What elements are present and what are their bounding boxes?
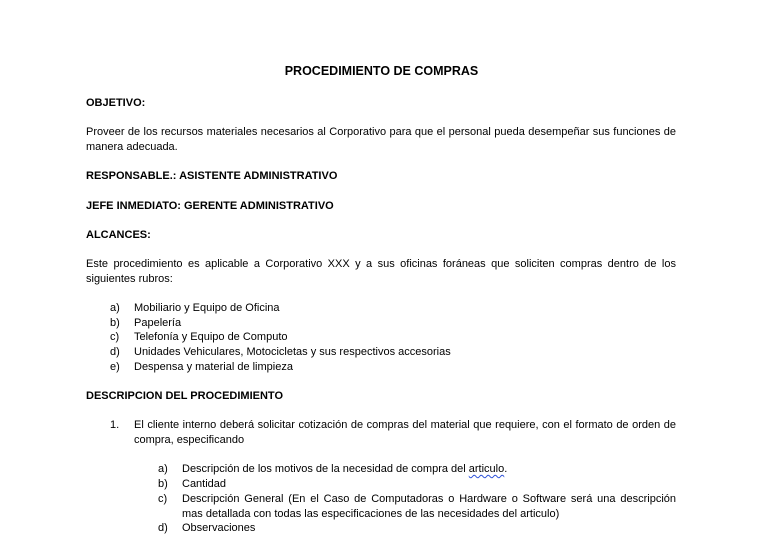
objetivo-paragraph: Proveer de los recursos materiales necesarios al Corporativo para que el personal pueda desempeñar sus funciones de manera adecuada. (86, 126, 676, 153)
list-item: Despensa y material de limpieza (134, 361, 293, 373)
list-item: Telefonía y Equipo de Computo (134, 331, 288, 343)
sublist-item-text: Descripción de los motivos de la necesidad de compra del (182, 463, 469, 475)
list-item: Unidades Vehiculares, Motocicletas y sus respectivos accesorias (134, 346, 451, 358)
sublist-marker: a) (158, 463, 168, 475)
objetivo-heading: OBJETIVO: (86, 97, 146, 109)
responsable-heading: RESPONSABLE.: ASISTENTE ADMINISTRATIVO (86, 170, 338, 182)
jefe-inmediato-heading: JEFE INMEDIATO: GERENTE ADMINISTRATIVO (86, 200, 334, 212)
sublist-item: Observaciones (182, 522, 256, 534)
list-marker: b) (110, 317, 120, 329)
alcances-heading: ALCANCES: (86, 229, 151, 241)
sublist-marker: c) (158, 493, 168, 505)
spellcheck-flagged-word[interactable]: articulo (468, 463, 505, 475)
descripcion-heading: DESCRIPCION DEL PROCEDIMIENTO (86, 390, 284, 402)
list-marker: c) (110, 331, 120, 343)
sublist-marker: d) (158, 522, 168, 534)
sublist-marker: b) (158, 478, 168, 490)
step-1-text: El cliente interno deberá solicitar cotización de compras del material que requiere, con el formato de orden de compra, especificando (134, 419, 676, 446)
list-item: Papelería (134, 317, 182, 329)
step-number: 1. (110, 419, 120, 431)
alcances-paragraph: Este procedimiento es aplicable a Corporativo XXX y a sus oficinas foráneas que soliciten compras dentro de los siguientes rubros: (86, 258, 676, 285)
list-item: Mobiliario y Equipo de Oficina (134, 302, 280, 314)
list-marker: a) (110, 302, 120, 314)
sublist-item-punctuation: . (504, 463, 508, 475)
sublist-item: Cantidad (182, 478, 227, 490)
list-marker: d) (110, 346, 120, 358)
document-title: PROCEDIMIENTO DE COMPRAS (284, 64, 479, 78)
list-marker: e) (110, 361, 120, 373)
sublist-item (182, 462, 676, 477)
sublist-item: Descripción General (En el Caso de Computadoras o Hardware o Software será una descripción mas detallada con todas las especificaciones de las necesidades del articulo) (182, 493, 676, 520)
